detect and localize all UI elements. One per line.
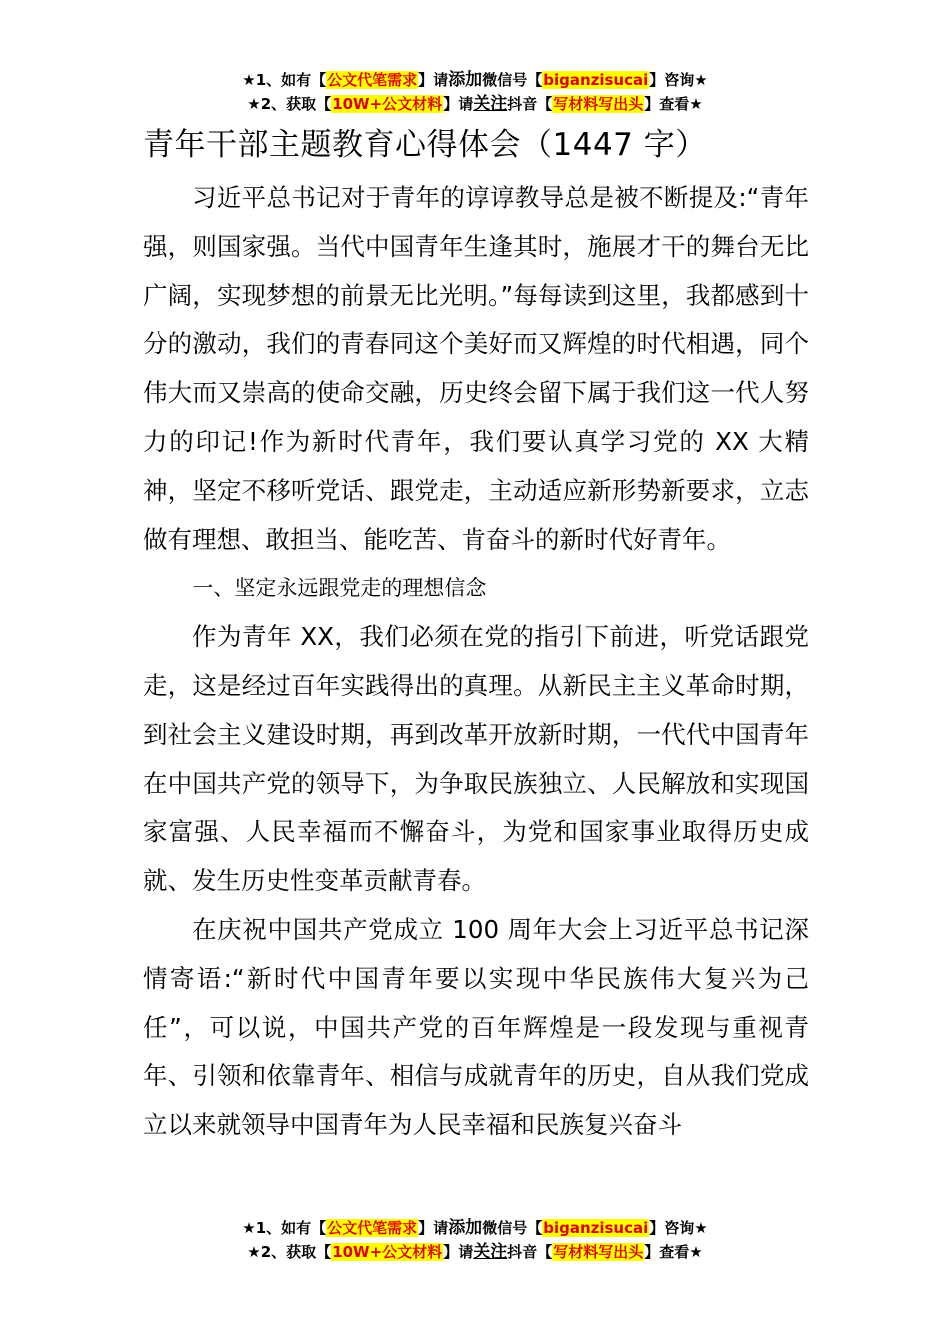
banner-text: 】查看★ [644, 1243, 703, 1261]
banner-text: 】查看★ [644, 95, 703, 113]
banner-text: 抖音【 [507, 1243, 553, 1261]
highlight-materials: 10W+公文材料 [332, 95, 443, 113]
banner-text: 】请 [418, 71, 449, 89]
highlight-ghostwriting: 公文代笔需求 [327, 1219, 418, 1237]
section-heading: 一、坚定永远跟党走的理想信念 [192, 576, 487, 601]
paragraph: 在庆祝中国共产党成立 100 周年大会上习近平总书记深情寄语:“新时代中国青年要以实现中华民族伟大复兴为己任”，可以说，中国共产党的百年辉煌是一段发现与重视青年、引领和依靠青年、相信与成就青年的历史，自从我们党成立以来就领导中国青年为人民幸福和民族复兴奋斗 [143, 914, 809, 1140]
highlight-materials: 10W+公文材料 [332, 1243, 443, 1261]
banner-text: ★1、如有【 [242, 1219, 327, 1237]
banner-line-1 [0, 1216, 950, 1240]
highlight-ghostwriting: 公文代笔需求 [327, 71, 418, 89]
banner-text: 抖音【 [507, 95, 553, 113]
banner-emphasis: 关注 [473, 1242, 508, 1262]
document-body [143, 174, 809, 1150]
banner-line-2 [0, 1240, 950, 1264]
banner-line-2 [0, 92, 950, 116]
highlight-wechat-id: biganzisucai [543, 71, 649, 89]
banner-text: 】咨询★ [649, 1219, 708, 1237]
banner-text: ★1、如有【 [242, 71, 327, 89]
paragraph: 习近平总书记对于青年的谆谆教导总是被不断提及:“青年强，则国家强。当代中国青年生逢其时，施展才干的舞台无比广阔，实现梦想的前景无比光明。”每每读到这里，我都感到十分的激动，我们的青春同这个美好而又辉煌的时代相遇，同个伟大而又崇高的使命交融，历史终会留下属于我们这一代人努力的印记!作为新时代青年，我们要认真学习党的 XX 大精神，坚定不移听党话、跟党走，主动适应新形势新要求，立志做有理想、敢担当、能吃苦、肯奋斗的新时代好青年。 [143, 183, 809, 554]
highlight-douyin: 写材料写出头 [553, 1243, 644, 1261]
highlight-douyin: 写材料写出头 [553, 95, 644, 113]
banner-emphasis: 添加 [448, 70, 483, 90]
banner-line-1 [0, 68, 950, 92]
document-title: 青年干部主题教育心得体会（1447 字） [143, 127, 707, 163]
banner-text: 】请 [418, 1219, 449, 1237]
banner-text: 】请 [443, 95, 474, 113]
banner-text: 微信号【 [482, 71, 543, 89]
paragraph: 作为青年 XX，我们必须在党的指引下前进，听党话跟党走，这是经过百年实践得出的真理。从新民主主义革命时期，到社会主义建设时期，再到改革开放新时期，一代代中国青年在中国共产党的领导下，为争取民族独立、人民解放和实现国家富强、人民幸福而不懈奋斗，为党和国家事业取得历史成就、发生历史性变革贡献青春。 [143, 622, 809, 896]
highlight-wechat-id: biganzisucai [543, 1219, 649, 1237]
banner-emphasis: 添加 [448, 1218, 483, 1238]
footer-banner [0, 1216, 950, 1264]
header-banner [0, 68, 950, 116]
banner-text: ★2、获取【 [247, 95, 332, 113]
banner-text: 】请 [443, 1243, 474, 1261]
banner-text: 微信号【 [482, 1219, 543, 1237]
banner-text: 】咨询★ [649, 71, 708, 89]
banner-text: ★2、获取【 [247, 1243, 332, 1261]
banner-emphasis: 关注 [473, 94, 508, 114]
